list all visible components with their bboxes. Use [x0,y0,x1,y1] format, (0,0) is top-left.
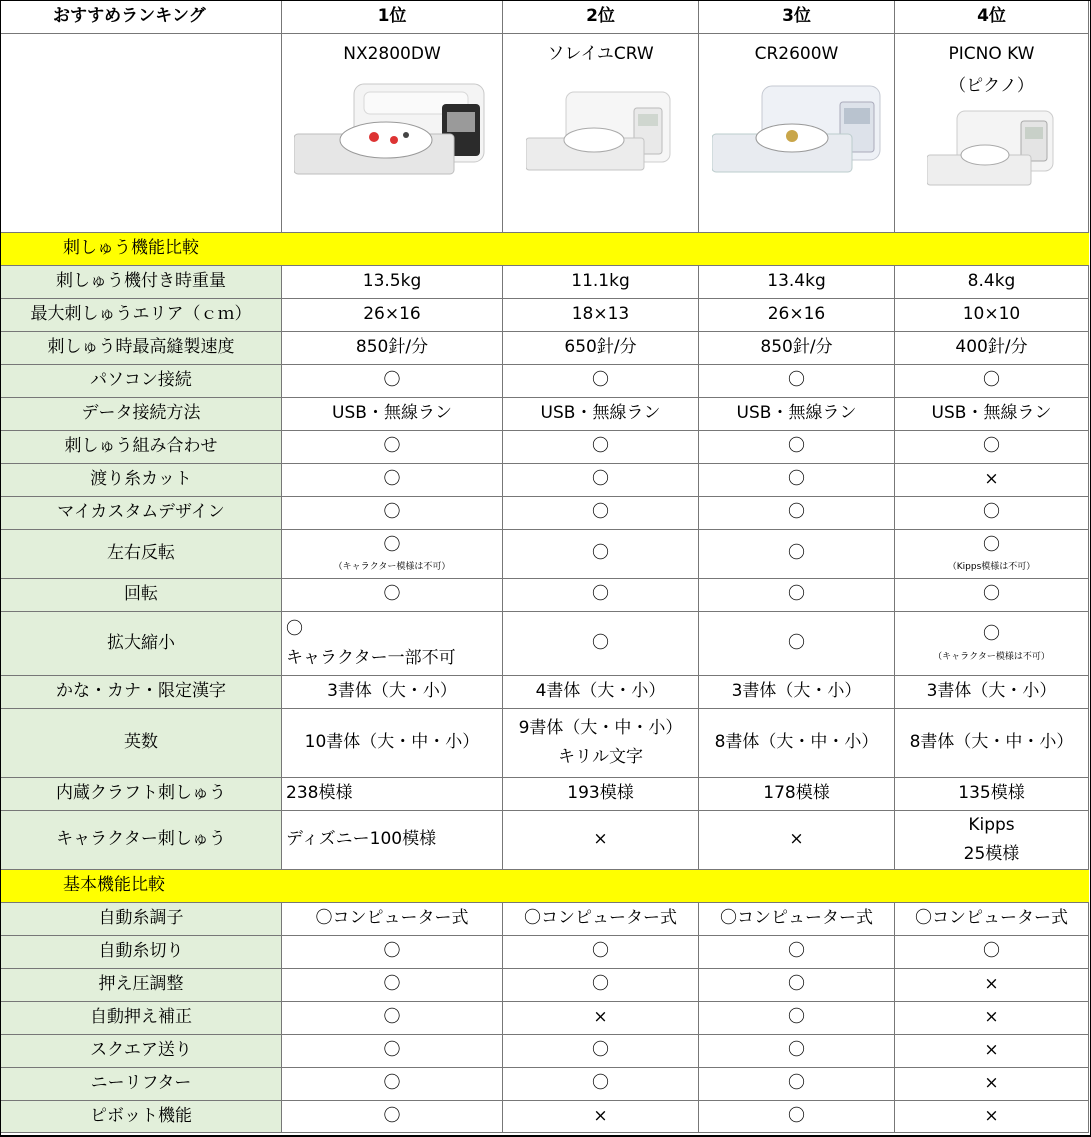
cell: 193模様 [503,778,699,811]
cell-note: （キャラクター模様は不可） [333,562,451,573]
cell: 〇 [282,365,503,398]
cell: 〇 [503,431,699,464]
cell: 〇 [895,365,1089,398]
cell: 238模様 [282,778,503,811]
cell: × [503,811,699,870]
cell: 〇 [503,935,699,968]
cell: 135模様 [895,778,1089,811]
cell: × [895,968,1089,1001]
cell-value: 〇 [983,534,1000,555]
cell: 〇 [503,1034,699,1067]
cell: 〇 [503,968,699,1001]
row-label: 回転 [1,579,282,612]
row-label: 自動糸切り [1,935,282,968]
row-label: 刺しゅう機付き時重量 [1,266,282,299]
cell: × [895,1067,1089,1100]
product-2-name: ソレイユCRW [547,44,654,64]
cell: 850針/分 [699,332,895,365]
cell: 10×10 [895,299,1089,332]
cell: 8書体（大・中・小） [699,709,895,778]
row-label: 自動糸調子 [1,902,282,935]
rank-3: 3位 [699,1,895,34]
cell: 〇コンピューター式 [699,902,895,935]
row-label: スクエア送り [1,1034,282,1067]
row-label: 左右反転 [1,530,282,579]
cell: × [699,811,895,870]
cell: ディズニー100模様 [282,811,503,870]
cell-value: 〇 [383,534,401,555]
row-label: 押え圧調整 [1,968,282,1001]
cell: 〇 [282,431,503,464]
row-label: マイカスタムデザイン [1,497,282,530]
cell: 8.4kg [895,266,1089,299]
rank-1: 1位 [282,1,503,34]
cell-note: （Kipps模様は不可） [947,562,1036,573]
row-label: 最大刺しゅうエリア（ｃｍ） [1,299,282,332]
cell: 〇 [282,1067,503,1100]
cell: 〇 [503,365,699,398]
cell: 〇コンピューター式 [282,902,503,935]
cell: 〇 [282,579,503,612]
cell: 〇 [699,1067,895,1100]
cell: 〇 [503,1067,699,1100]
row-label: ピボット機能 [1,1100,282,1132]
row-label: 渡り糸カット [1,464,282,497]
cell: 18×13 [503,299,699,332]
row-label: キャラクター刺しゅう [1,811,282,870]
row-label: かな・カナ・限定漢字 [1,676,282,709]
cell: 〇 [282,1001,503,1034]
cell: 650針/分 [503,332,699,365]
cell: 〇 [699,464,895,497]
cell: × [503,1100,699,1132]
cell: 〇 [699,968,895,1001]
cell: × [895,1001,1089,1034]
rank-2: 2位 [503,1,699,34]
cell-value: Kipps [968,815,1015,835]
cell: 〇 [503,612,699,676]
cell: 〇 [895,431,1089,464]
cell-value: 〇 [983,624,1000,645]
cell: 〇 [282,1100,503,1132]
cell: 13.5kg [282,266,503,299]
cell: 10書体（大・中・小） [282,709,503,778]
cell: 〇 [282,497,503,530]
cell-note: （キャラクター模様は不可） [933,651,1050,662]
cell-subvalue: キリル文字 [558,747,643,767]
cell: 13.4kg [699,266,895,299]
cell: 〇 [503,579,699,612]
cell: 〇 [282,968,503,1001]
cell: 〇 [699,1100,895,1132]
row-label: パソコン接続 [1,365,282,398]
product-4-name-reading: （ピクノ） [949,76,1034,97]
cell: 400針/分 [895,332,1089,365]
product-4-name: PICNO KW [948,44,1035,64]
cell: 3書体（大・小） [282,676,503,709]
cell: 8書体（大・中・小） [895,709,1089,778]
cell: 〇 [699,612,895,676]
cell: 3書体（大・小） [895,676,1089,709]
cell-value: 9書体（大・中・小） [518,718,683,739]
cell: 〇 [699,530,895,579]
cell: USB・無線ラン [282,398,503,431]
rank-4: 4位 [895,1,1089,34]
cell: 〇 [503,497,699,530]
row-label: 刺しゅう組み合わせ [1,431,282,464]
section-basic: 基本機能比較 [1,869,1089,902]
product-3-name: CR2600W [754,44,839,64]
cell: 〇 [895,935,1089,968]
product-1-name: NX2800DW [343,44,441,64]
section-embroidery: 刺しゅう機能比較 [1,233,1089,266]
cell: 4書体（大・小） [503,676,699,709]
cell: × [895,1034,1089,1067]
cell: USB・無線ラン [503,398,699,431]
cell: USB・無線ラン [895,398,1089,431]
cell: 3書体（大・小） [699,676,895,709]
cell-subvalue: キャラクター一部不可 [286,647,456,668]
row-label: 内蔵クラフト刺しゅう [1,778,282,811]
cell: 〇 [699,1001,895,1034]
cell: 〇 [282,464,503,497]
cell: 〇 [895,497,1089,530]
ranking-title: おすすめランキング [1,1,282,34]
cell: 〇 [895,579,1089,612]
cell: 850針/分 [282,332,503,365]
cell: 〇 [699,579,895,612]
row-label: 英数 [1,709,282,778]
cell: 26×16 [699,299,895,332]
cell: 〇 [699,935,895,968]
row-label: データ接続方法 [1,398,282,431]
cell: 〇コンピューター式 [503,902,699,935]
cell-value: 〇 [286,618,303,639]
cell: 〇 [503,464,699,497]
cell: 〇 [503,530,699,579]
cell: 〇 [282,1034,503,1067]
cell-subvalue: 25模様 [963,843,1020,864]
cell: × [895,1100,1089,1132]
cell: 〇 [699,365,895,398]
cell: 〇 [699,497,895,530]
row-label: ニーリフター [1,1067,282,1100]
cell: USB・無線ラン [699,398,895,431]
row-label: 刺しゅう時最高縫製速度 [1,332,282,365]
cell: 11.1kg [503,266,699,299]
cell: 178模様 [699,778,895,811]
cell: × [895,464,1089,497]
cell: 〇コンピューター式 [895,902,1089,935]
row-label: 拡大縮小 [1,612,282,676]
cell: 〇 [282,935,503,968]
cell: 26×16 [282,299,503,332]
cell: 〇 [699,431,895,464]
row-label: 自動押え補正 [1,1001,282,1034]
cell: 〇 [699,1034,895,1067]
cell: × [503,1001,699,1034]
